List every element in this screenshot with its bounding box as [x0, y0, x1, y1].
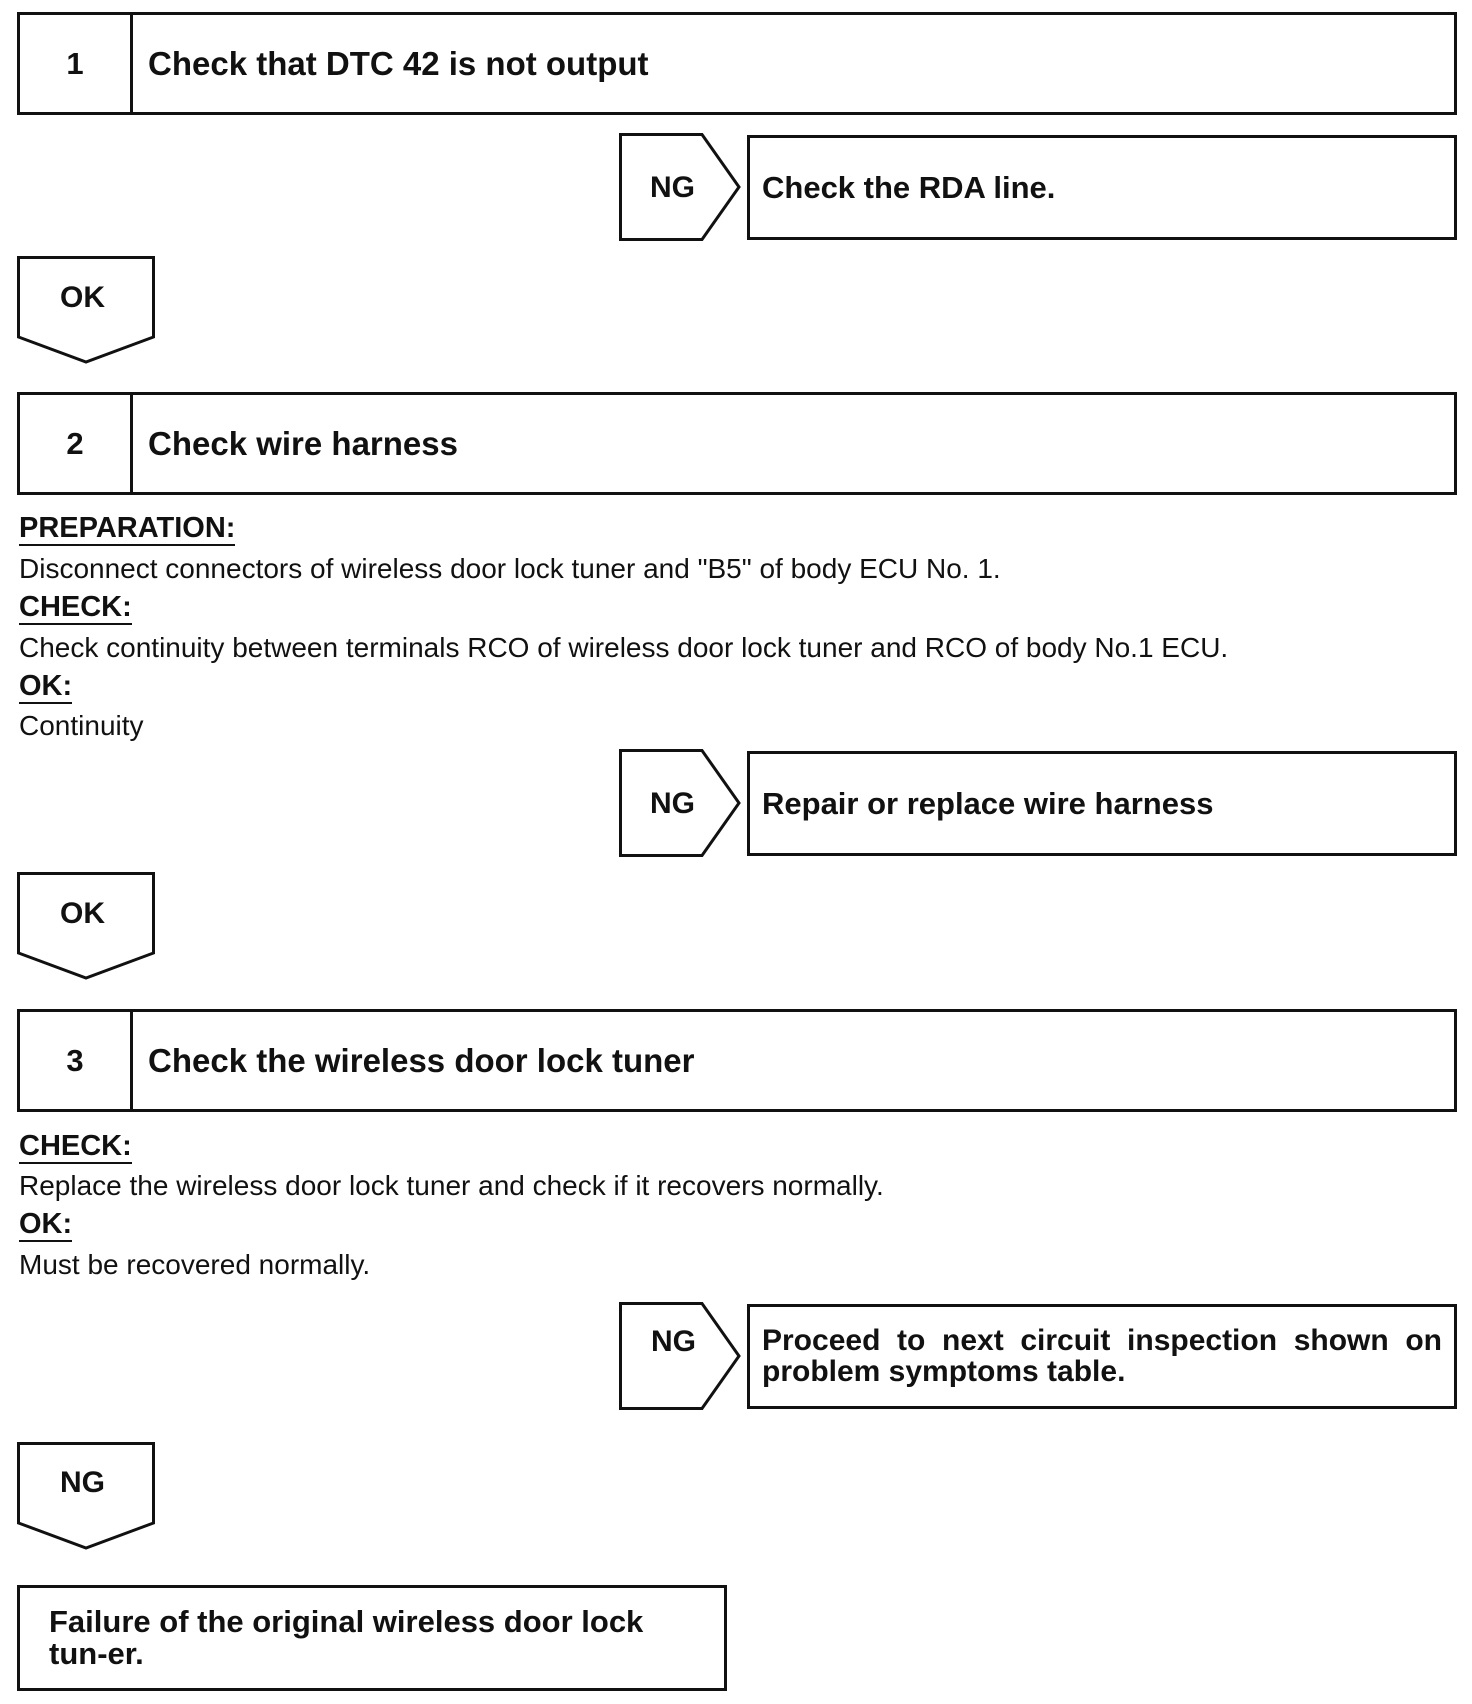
ok-label-3: OK:: [19, 1208, 73, 1240]
check-label: CHECK:: [19, 591, 132, 623]
preparation-text: Disconnect connectors of wireless door lock tuner and "B5" of body ECU No. 1.: [19, 553, 1001, 584]
ok-text-3: Must be recovered normally.: [19, 1249, 371, 1280]
step-number: 1: [20, 15, 133, 112]
ok-text: Continuity: [19, 710, 144, 741]
ok-tag-1: OK: [60, 281, 105, 314]
final-result-box: Failure of the original wireless door lock tun-er.: [17, 1585, 727, 1691]
step-number: 3: [20, 1012, 133, 1109]
ng-result-2: Repair or replace wire harness: [747, 751, 1457, 856]
step-2-box: [17, 392, 1457, 495]
preparation-label: PREPARATION:: [19, 512, 236, 544]
ng-down-tag: NG: [60, 1466, 105, 1499]
ng-result-3: Proceed to next circuit inspection shown on problem symptoms table.: [747, 1304, 1457, 1409]
ng-tag-2: NG: [650, 787, 695, 820]
step-title: Check wire harness: [148, 424, 458, 462]
check-label-3: CHECK:: [19, 1130, 132, 1162]
step-title: Check that DTC 42 is not output: [148, 44, 649, 82]
ok-label: OK:: [19, 670, 73, 702]
step-3-box: [17, 1009, 1457, 1112]
step-number: 2: [20, 395, 133, 492]
step-1-box: [17, 12, 1457, 115]
ng-tag-1: NG: [650, 171, 695, 204]
ok-tag-2: OK: [60, 897, 105, 930]
ng-result-1: Check the RDA line.: [747, 135, 1457, 240]
ng-tag-3: NG: [651, 1325, 696, 1358]
check-text-3: Replace the wireless door lock tuner and check if it recovers normally.: [19, 1170, 884, 1201]
step-title: Check the wireless door lock tuner: [148, 1041, 695, 1079]
check-text: Check continuity between terminals RCO of wireless door lock tuner and RCO of body No.1 ECU.: [19, 632, 1229, 663]
